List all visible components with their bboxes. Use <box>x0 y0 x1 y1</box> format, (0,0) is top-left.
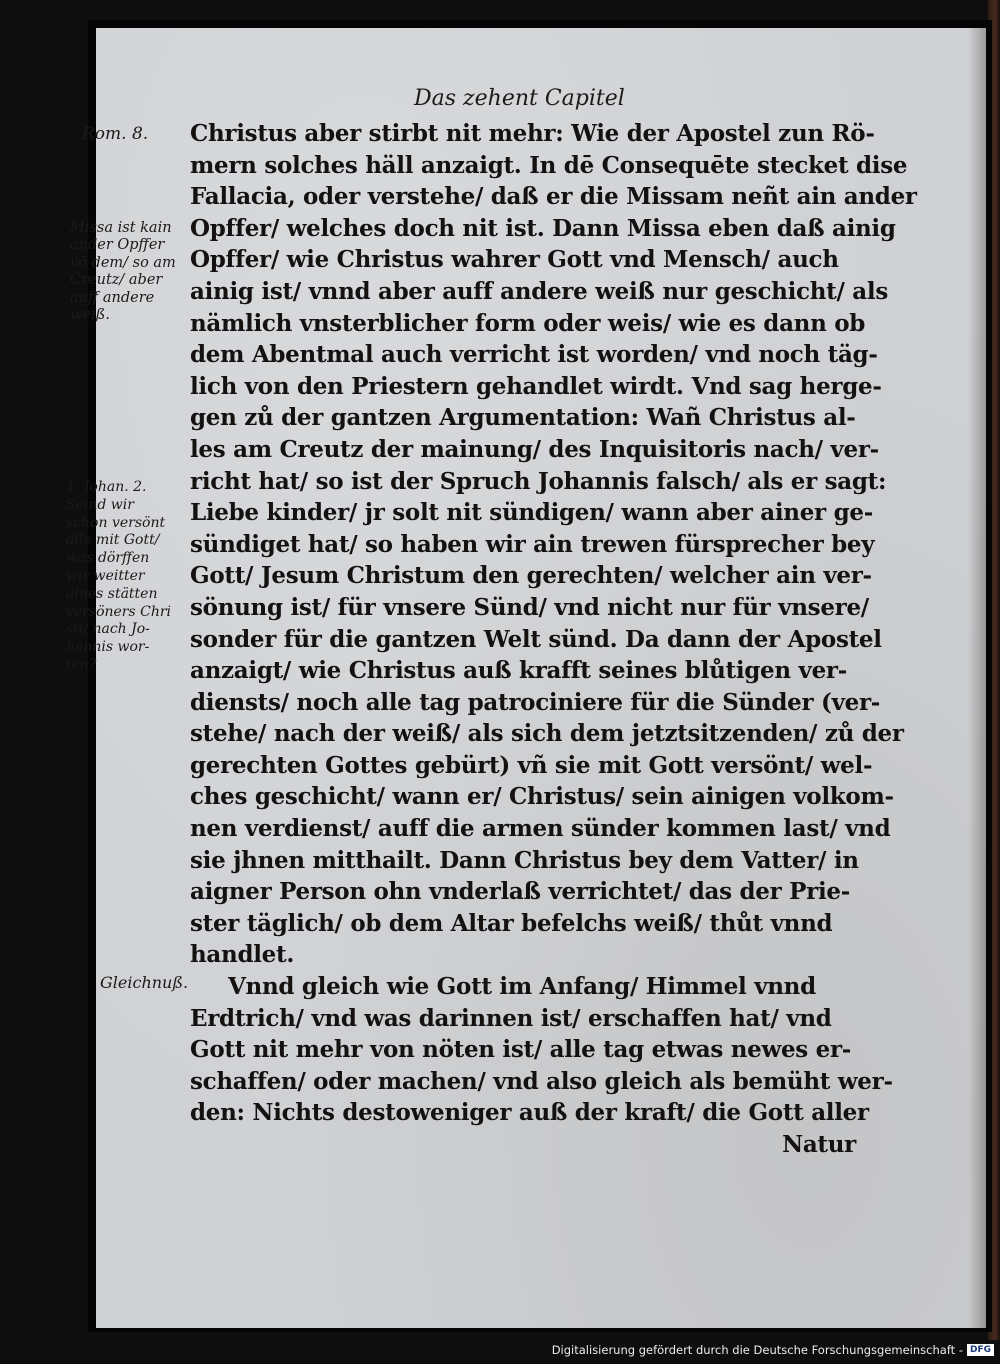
marginal-line: sti/ nach Jo- <box>66 621 150 638</box>
text-line: sönung ist/ für vnsere Sünd/ vnd nicht nur für vnsere/ <box>190 593 869 621</box>
text-line: Vnnd gleich wie Gott im Anfang/ Himmel vnnd <box>228 973 816 1001</box>
text-line: sündiget hat/ so haben wir ain trewen fürsprecher bey <box>190 530 875 558</box>
page-edge <box>968 28 986 1328</box>
marginal-line: Missa ist kain <box>70 220 172 236</box>
text-line: nen verdienst/ auff die armen sünder kommen last/ vnd <box>190 815 891 843</box>
text-line: ches geschicht/ wann er/ Christus/ sein ainigen volkom- <box>190 783 894 811</box>
text-line: stehe/ nach der weiß/ als sich dem jetztsitzenden/ zů der <box>190 720 904 748</box>
marginal-line: versöners Chri <box>66 603 172 620</box>
text-line: Opffer/ wie Christus wahrer Gott vnd Mensch/ auch <box>190 246 839 274</box>
marginal-note-gleichnuss: Gleichnuß. <box>100 973 189 992</box>
marginal-line: ander Opffer <box>70 237 165 254</box>
text-line: ainig ist/ vnnd aber auff andere weiß nur geschicht/ als <box>190 277 888 305</box>
marginal-line: ten? <box>66 656 97 673</box>
marginal-line: Creutz/ aber <box>70 272 163 289</box>
text-line: Christus aber stirbt nit mehr: Wie der Apostel zun Rö- <box>190 120 875 147</box>
catchword: Natur <box>782 1131 856 1158</box>
text-line: mern solches häll anzaigt. In dē Consequēte stecket dise <box>190 151 908 179</box>
marginal-line: hannis wor- <box>66 639 150 656</box>
text-line: Erdtrich/ vnd was darinnen ist/ erschaffen hat/ vnd <box>190 1004 832 1032</box>
footer-text: Digitalisierung gefördert durch die Deutsche Forschungsgemeinschaft - <box>551 1343 963 1357</box>
marginal-line: weiß. <box>70 307 110 324</box>
text-line: Gott nit mehr von nöten ist/ alle tag etwas newes er- <box>190 1036 852 1064</box>
running-head: Das zehent Capitel <box>414 86 625 111</box>
text-line: lich von den Priestern gehandlet wirdt. Vnd sag herge- <box>190 372 882 400</box>
text-line: richt hat/ so ist der Spruch Johannis falsch/ als er sagt: <box>190 467 887 495</box>
marginal-note-rom: Rom. 8. <box>82 124 149 144</box>
text-line: aigner Person ohn vnderlaß verrichtet/ das der Prie- <box>190 878 850 906</box>
text-line: Fallacia, oder verstehe/ daß er die Missam neñt ain ander <box>190 183 917 211</box>
marginal-line: alle mit Gott/ <box>66 532 160 549</box>
marginal-note-johan <box>66 479 171 675</box>
dfg-logo: DFG <box>967 1344 994 1356</box>
marginal-line: aines stätten <box>66 585 158 602</box>
text-line: den: Nichts destoweniger auß der kraft/ die Gott aller <box>190 1099 869 1127</box>
text-line: diensts/ noch alle tag patrociniere für die Sünder (ver- <box>190 688 881 716</box>
marginal-line: auff andere <box>70 289 155 306</box>
marginal-line: schon versönt <box>66 514 166 531</box>
body-text <box>190 118 917 1161</box>
marginal-line: vō dem/ so am <box>70 254 176 271</box>
text-line: Opffer/ welches doch nit ist. Dann Missa eben daß ainig <box>190 214 896 242</box>
text-line: gen zů der gantzen Argumentation: Wañ Christus al- <box>190 404 856 432</box>
marginal-line: wir weitter <box>66 567 145 584</box>
digitization-footer <box>552 1343 994 1357</box>
text-line: Liebe kinder/ jr solt nit sündigen/ wann aber ainer ge- <box>190 499 873 527</box>
text-line: anzaigt/ wie Christus auß krafft seines blůtigen ver- <box>190 657 847 685</box>
marginal-line: was dörffen <box>66 550 150 567</box>
marginal-line: Seind wir <box>66 496 134 513</box>
text-line: schaffen/ oder machen/ vnd also gleich als bemüht wer- <box>190 1067 893 1095</box>
text-line: ster täglich/ ob dem Altar befelchs weiß/ thůt vnnd <box>190 909 833 937</box>
text-line: sie jhnen mitthailt. Dann Christus bey dem Vatter/ in <box>190 846 859 874</box>
text-line: gerechten Gottes gebürt) vñ sie mit Gott versönt/ wel- <box>190 751 873 779</box>
text-line: nämlich vnsterblicher form oder weis/ wie es dann ob <box>190 309 866 337</box>
marginal-note-missa <box>70 220 176 324</box>
text-line: sonder für die gantzen Welt sünd. Da dann der Apostel <box>190 625 882 653</box>
text-line: Gott/ Jesum Christum den gerechten/ welcher ain ver- <box>190 562 872 590</box>
text-line: dem Abentmal auch verricht ist worden/ vnd noch täg- <box>190 341 878 369</box>
text-line: les am Creutz der mainung/ des Inquisitoris nach/ ver- <box>190 435 879 463</box>
marginal-line: 1. Johan. 2. <box>66 479 147 495</box>
text-line: handlet. <box>190 941 295 969</box>
